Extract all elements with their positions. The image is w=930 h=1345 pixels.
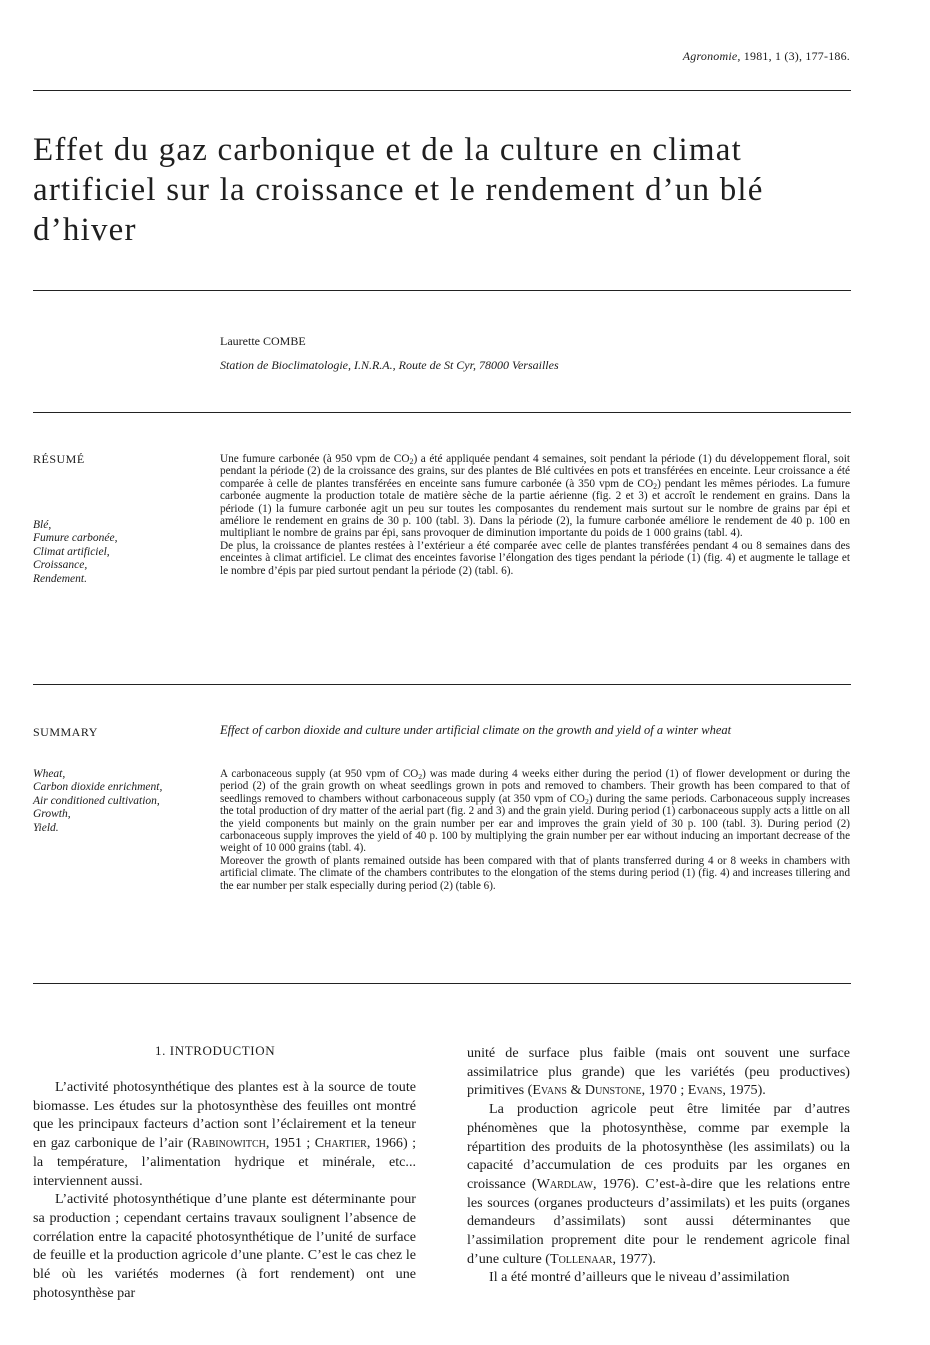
section-heading: 1. INTRODUCTION [155, 1043, 276, 1058]
keyword: Fumure carbonée, [33, 532, 118, 545]
resume-paragraph: De plus, la croissance de plantes restées à l’extérieur a été comparée avec celle de plantes transférées pendant 4 ou 8 semaines dans des enceintes à climat artificiel. Le climat des enceintes favorise l’élongation des tiges pendant la période (1) (fig. 4) et augmente le tallage et le nombre d’épis par pied surtout pendant la période (2) (tabl. 6). [220, 539, 850, 577]
resume-paragraph: Une fumure carbonée (à 950 vpm de $CO_2$) a été appliquée pendant 4 semaines, soit pendant la période (1) du développement floral, soit pendant la période (2) de la croissance des grains, sur des plantes de Blé cultivées en pots et transférées en enceinte. Leur croissance a été comparée à celle de plantes transférées en enceinte sans fumure carbonée (à 350 vpm de $CO_2$) pendant les mêmes périodes. La fumure carbonée augmente la production totale de matière sèche de la partie aérienne (fig. 2 et 3) et accroît le rendement en grains. Dans la période (1) la fumure carbonée agit un peu sur toutes les composantes du rendement mais surtout sur le nombre de grains par épi et améliore le rendement en grains de 30 p. 100 (tabl. 3). Dans la période (2), la fumure carbonée améliore le rendement de 40 p. 100 en multipliant le nombre de grains par épi, sans provoquer de diminution importante du poids de 1 000 grains (tabl. 4). [220, 453, 850, 540]
summary-paragraph: A carbonaceous supply (at 950 vpm of $CO_2$) was made during 4 weeks either during the period (1) of flower development or during the period (2) of the grain growth on wheat seedlings grown in pots and removed to chambers. Their growth has been compared to that of seedlings removed to chambers without carbonaceous supply (at 350 vpm of $CO_2$) during the same periods. Carbonaceous supply increases the total production of dry matter of the aerial part (fig. 2 and 3) and the grain yield. During period (1) carbonaceous supply acts a little on all the yield components but mainly on the grain number per ear and improves the grain yield of 30 p. 100 (tabl. 3). During period (2) carbonaceous supply improves the yield of 40 p. 100 by multiplying the grain number per ear without inducing an important decrease of the weight of 10 000 grains (tabl. 4). [220, 768, 850, 855]
summary-paragraph: Moreover the growth of plants remained outside has been compared with that of plants transferred during 4 or 8 weeks in chambers with artificial climate. The climate of the chambers contributes to the elongation of the stems during period (1) (fig. 4) and increases tillering and the ear number per stalk especially during period (2) (table 6). [220, 854, 850, 892]
body-paragraph: Il a été montré d’ailleurs que le niveau d’assimilation [489, 1269, 790, 1286]
keyword: Yield. [33, 821, 59, 834]
divider [33, 290, 851, 291]
keyword: Rendement. [33, 572, 87, 585]
article-title: Effet du gaz carbonique et de la culture en climat artificiel sur la croissance et le rendement d’un blé d’hiver [33, 132, 764, 248]
keyword: Croissance, [33, 559, 88, 572]
body-column-left [33, 1078, 416, 1302]
keyword: Climat artificiel, [33, 545, 110, 558]
summary-heading: SUMMARY [33, 725, 98, 739]
resume-keywords [33, 519, 173, 586]
body-paragraph: La production agricole peut être limitée par d’autres phénomènes que la photosynthèse, comme par exemple la répartition des produits de la photosynthèse (les assimilats) ou la capacité d’accumulation de ces produits par les organes en croissance (Wardlaw, 1976). C’est-à-dire que les relations entre les sources (organes producteurs d’assimilats) et les puits (organes demandeurs d’assimilats) sont aussi déterminantes que l’assimilation proprement dite pour le rendement agricole final d’une culture (Tollenaar, 1977). [467, 1101, 850, 1267]
author-name: Laurette COMBE [220, 334, 306, 348]
keyword: Wheat, [33, 768, 66, 780]
author-affiliation: Station de Bioclimatologie, I.N.R.A., Route de St Cyr, 78000 Versailles [220, 358, 559, 372]
divider [33, 412, 851, 413]
body-paragraph: unité de surface plus faible (mais ont souvent une surface assimilatrice plus grande) que les variétés (peu productives) primitives (Evans & Dunstone, 1970 ; Evans, 1975). [467, 1045, 850, 1099]
journal-volume: 1981, 1 (3), 177-186. [740, 49, 850, 63]
summary-keywords [33, 768, 175, 835]
body-paragraph: L’activité photosynthétique d’une plante est déterminante pour sa production ; cependant certains travaux soulignent l’absence de corrélation entre la capacité photosynthétique de l’unité de surface de feuille et la production agricole d’une plante. C’est le cas chez le blé où les variétés modernes (à fort rendement) ont une photosynthèse par [33, 1191, 416, 1301]
keyword: Air conditioned cultivation, [33, 794, 160, 807]
keyword: Growth, [33, 808, 71, 821]
body-column-right [467, 1044, 850, 1287]
resume-text [220, 453, 850, 577]
keyword: Carbon dioxide enrichment, [33, 781, 163, 794]
summary-text [220, 768, 850, 892]
divider [33, 90, 851, 91]
resume-heading: RÉSUMÉ [33, 452, 85, 466]
divider [33, 684, 851, 685]
journal-name: Agronomie, [682, 49, 741, 63]
summary-title: Effect of carbon dioxide and culture under artificial climate on the growth and yield of a winter wheat [220, 723, 732, 737]
body-paragraph: L’activité photosynthétique des plantes est à la source de toute biomasse. Les études sur la photosynthèse des feuilles ont montré que les principaux facteurs d’action sont l’éclairement et la teneur en gaz carbonique de l’air (Rabinowitch, 1951 ; Chartier, 1966) ; la température, l’alimentation hydrique et minérale, etc... interviennent aussi. [33, 1079, 417, 1189]
journal-citation [683, 49, 850, 64]
keyword: Blé, [33, 519, 52, 531]
divider [33, 983, 851, 984]
